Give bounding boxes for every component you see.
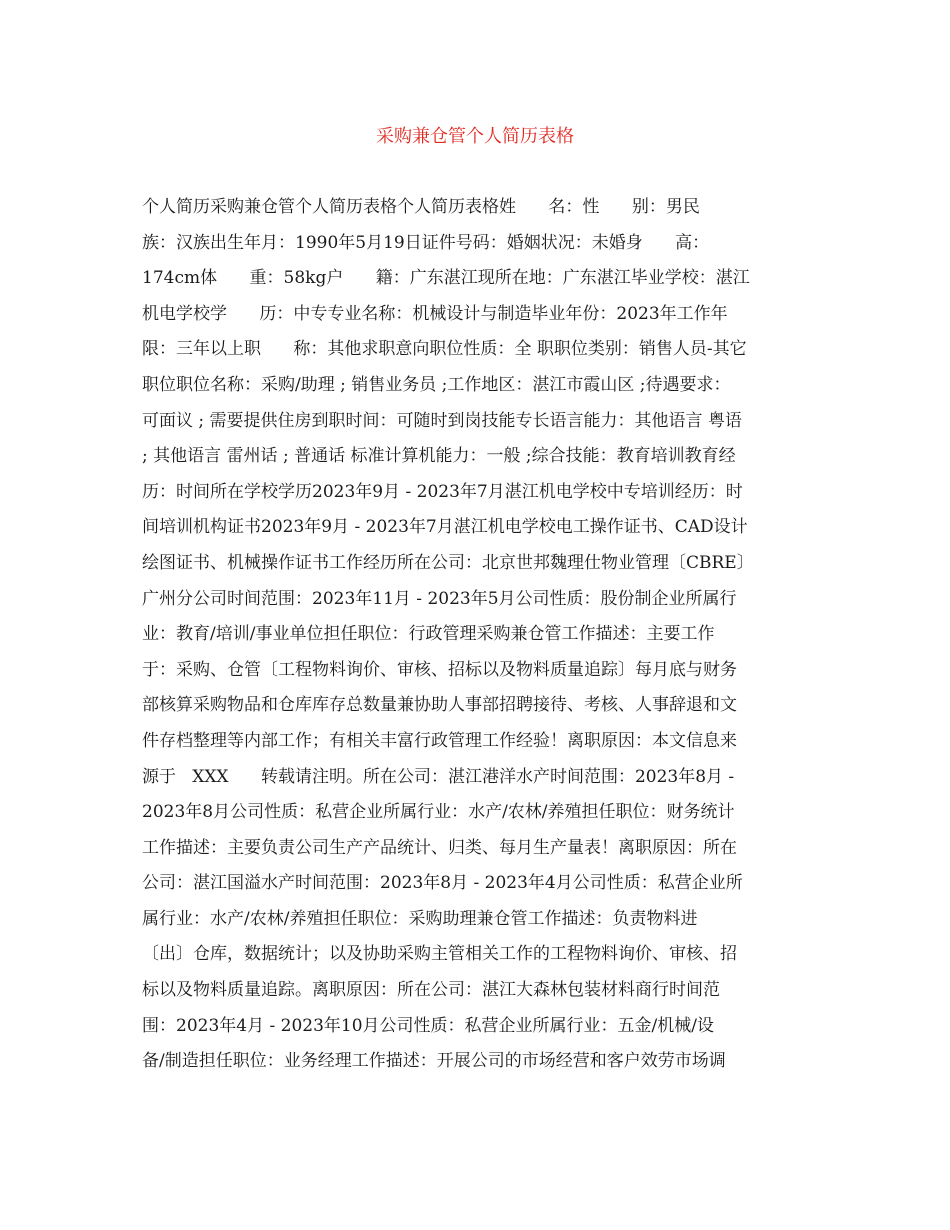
body-text-line: 属行业：水产/农林/养殖担任职位：采购助理兼仓管工作描述：负责物料进 [142, 908, 698, 929]
document-title: 采购兼仓管个人简历表格 [376, 126, 574, 147]
body-text-line: ; 其他语言 雷州话 ; 普通话 标准计算机能力：一般 ;综合技能：教育培训教育经 [142, 446, 736, 467]
body-text-line: 业：教育/培训/事业单位担任职位：行政管理采购兼仓管工作描述：主要工作 [142, 624, 715, 645]
body-text-line: 〔出〕仓库，数据统计；以及协助采购主管相关工作的工程物料询价、审核、招 [142, 944, 737, 965]
body-text-line: 2023年8月公司性质：私营企业所属行业：水产/农林/养殖担任职位：财务统计 [142, 802, 735, 823]
body-text-line: 174cm体 重：58kg户 籍：广东湛江现所在地：广东湛江毕业学校：湛江 [142, 268, 750, 289]
body-text-line: 件存档整理等内部工作；有相关丰富行政管理工作经验！离职原因：本文信息来 [142, 730, 737, 751]
body-text-line: 限：三年以上职 称：其他求职意向职位性质：全 职职位类别：销售人员-其它 [142, 339, 747, 360]
body-text-line: 广州分公司时间范围：2023年11月 - 2023年5月公司性质：股份制企业所属行 [142, 588, 737, 609]
body-text-line: 源于 XXX 转载请注明。所在公司：湛江港洋水产时间范围：2023年8月 - [142, 766, 735, 787]
body-text-line: 职位职位名称：采购/助理 ; 销售业务员 ;工作地区：湛江市霞山区 ;待遇要求： [142, 374, 731, 395]
body-text-line: 间培训机构证书2023年9月 - 2023年7月湛江机电学校电工操作证书、CAD设计 [142, 517, 748, 538]
body-text-line: 机电学校学 历：中专专业名称：机械设计与制造毕业年份：2023年工作年 [142, 303, 728, 324]
body-text-line: 备/制造担任职位：业务经理工作描述：开展公司的市场经营和客户效劳市场调 [142, 1051, 726, 1072]
document-body [142, 190, 812, 1080]
body-text-line: 于：采购、仓管〔工程物料询价、审核、招标以及物料质量追踪〕每月底与财务 [142, 659, 737, 680]
body-text-line: 可面议 ; 需要提供住房到职时间：可随时到岗技能专长语言能力：其他语言 粤语 [142, 410, 742, 431]
body-text-line: 历：时间所在学校学历2023年9月 - 2023年7月湛江机电学校中专培训经历：时 [142, 481, 743, 502]
body-text-line: 工作描述：主要负责公司生产产品统计、归类、每月生产量表！离职原因：所在 [142, 837, 737, 858]
body-text-line: 族：汉族出生年月：1990年5月19日证件号码：婚姻状况：未婚身 高： [142, 232, 710, 253]
body-text-line: 公司：湛江国溢水产时间范围：2023年8月 - 2023年4月公司性质：私营企业所 [142, 873, 743, 894]
body-text-line: 围：2023年4月 - 2023年10月公司性质：私营企业所属行业：五金/机械/设 [142, 1015, 714, 1036]
body-text-line: 绘图证书、机械操作证书工作经历所在公司：北京世邦魏理仕物业管理〔CBRE〕 [142, 552, 754, 573]
body-text-line: 部核算采购物品和仓库库存总数量兼协助人事部招聘接待、考核、人事辞退和文 [142, 695, 737, 716]
body-text-line: 个人简历采购兼仓管个人简历表格个人简历表格姓 名：性 别：男民 [142, 197, 700, 217]
body-text-line: 标以及物料质量追踪。离职原因：所在公司：湛江大森林包装材料商行时间范 [142, 980, 720, 1001]
